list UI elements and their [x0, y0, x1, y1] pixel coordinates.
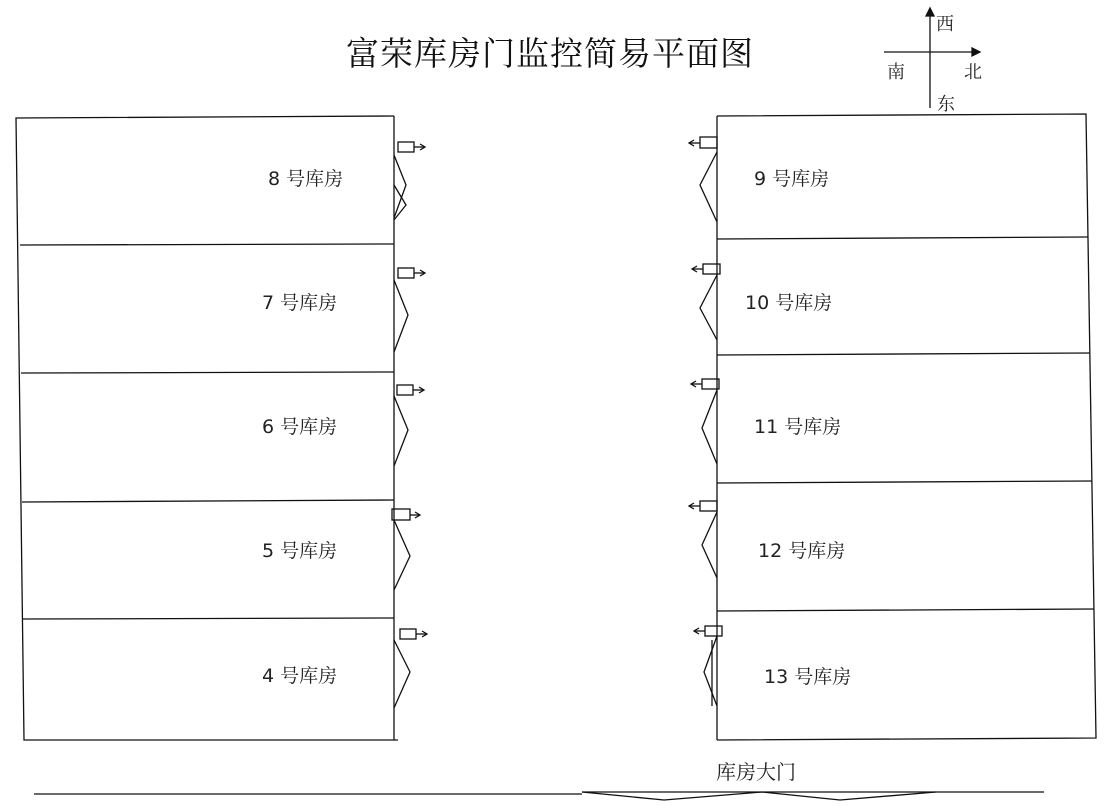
room-label-7: 7 号库房: [262, 292, 338, 314]
room-label-9: 9 号库房: [754, 168, 830, 190]
door-icon-9: [700, 152, 717, 222]
left-block-outline: [16, 116, 398, 740]
room-label-13: 13 号库房: [764, 666, 852, 688]
camera-icon-12: [689, 501, 717, 511]
left-warehouse-block: [16, 116, 398, 740]
door-icon-4: [394, 640, 410, 708]
door-icon-11: [702, 390, 717, 464]
divider-8-7: [20, 244, 394, 245]
room-label-4: 4 号库房: [262, 665, 338, 687]
camera-icon-8: [398, 142, 425, 152]
divider-6-5: [22, 500, 394, 502]
room-label-12: 12 号库房: [758, 540, 846, 562]
door-icon-5: [394, 520, 410, 590]
compass-north-label: 北: [964, 62, 982, 83]
compass-arrow-west-icon: [926, 8, 934, 16]
room-label-8: 8 号库房: [268, 168, 344, 190]
room-label-5: 5 号库房: [262, 540, 338, 562]
divider-11-12: [717, 481, 1092, 483]
camera-icon-5: [392, 509, 420, 520]
compass-south-label: 南: [887, 62, 905, 83]
camera-icon-13: [694, 626, 722, 636]
camera-icon-10: [692, 264, 720, 274]
camera-icon-11: [691, 379, 719, 389]
divider-10-11: [717, 353, 1090, 355]
divider-7-6: [21, 372, 394, 373]
camera-icon-4: [400, 629, 427, 639]
camera-icon-6: [397, 385, 424, 395]
divider-9-10: [717, 237, 1088, 239]
main-gate-label: 库房大门: [716, 760, 796, 784]
compass-east-label: 东: [937, 94, 955, 115]
diagram-title: 富荣库房门监控简易平面图: [346, 34, 754, 73]
camera-icon-9: [689, 137, 717, 148]
room-label-6: 6 号库房: [262, 416, 338, 438]
main-gate-icon: [582, 792, 936, 800]
camera-icon-7: [398, 268, 425, 278]
door-icon-7: [394, 280, 408, 352]
door-icon-6: [394, 396, 408, 466]
room-label-11: 11 号库房: [754, 416, 842, 438]
room-label-10: 10 号库房: [745, 292, 833, 314]
compass-west-label: 西: [936, 14, 954, 35]
divider-12-13: [717, 609, 1094, 611]
door-icon-10: [700, 275, 717, 340]
door-icon-12: [702, 512, 717, 578]
divider-5-4: [23, 618, 394, 619]
door-icon-8: [394, 155, 406, 218]
compass-arrow-north-icon: [972, 48, 980, 56]
door-icon-13: [704, 636, 717, 706]
